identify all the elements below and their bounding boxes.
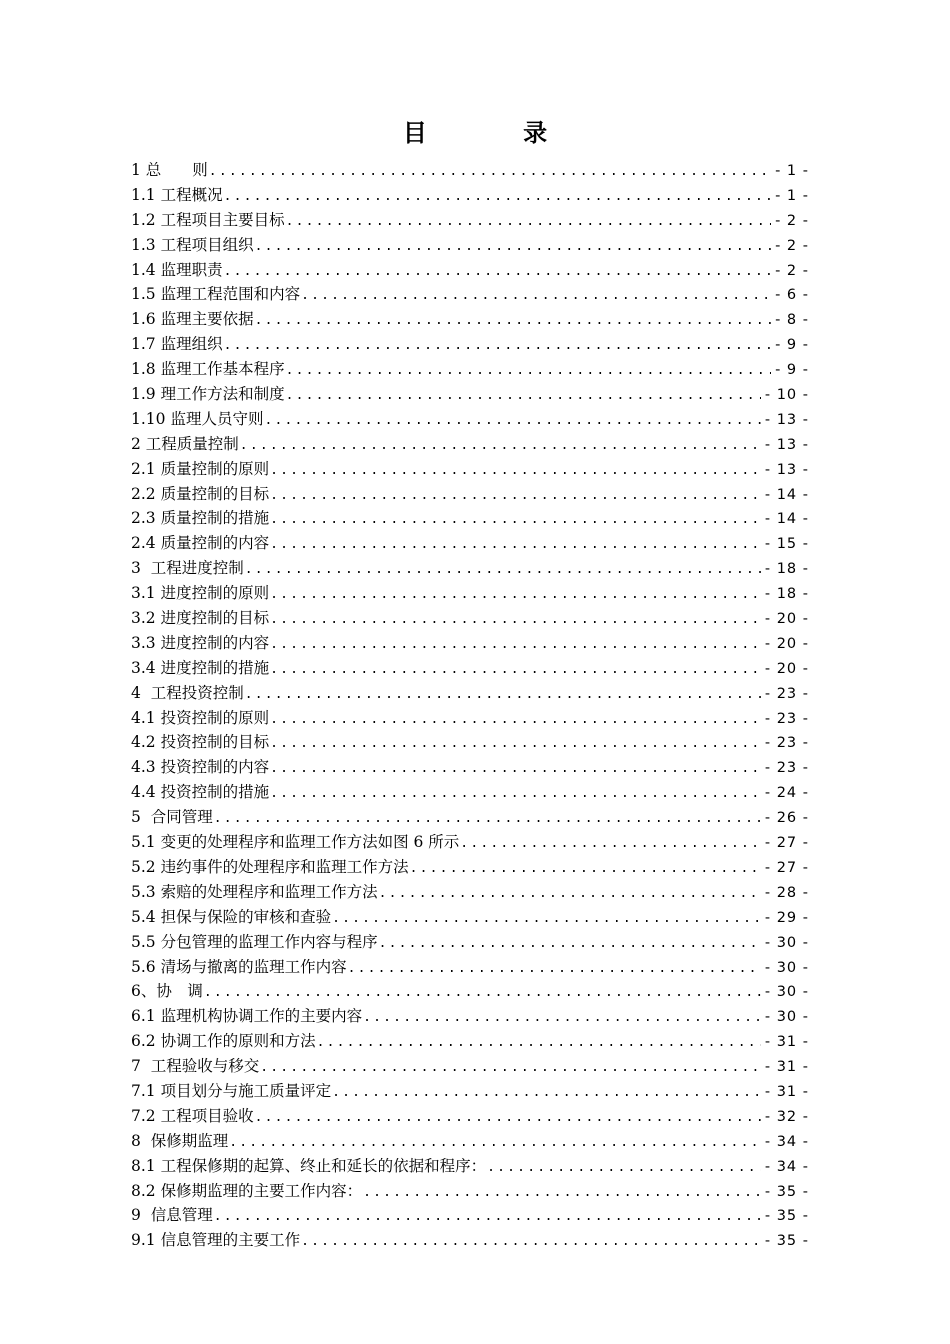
toc-entry-label: 3.1 进度控制的原则 [131,584,270,603]
toc-entry-page-number: - 18 - [764,561,809,578]
toc-entry[interactable] [131,183,809,208]
toc-entry[interactable] [131,1154,809,1179]
toc-entry-label: 3.3 进度控制的内容 [131,633,270,652]
toc-entry-page-number: - 23 - [764,735,809,752]
toc-entry-label: 5.6 清场与撤离的监理工作内容 [131,957,347,976]
toc-entry[interactable] [131,930,809,955]
toc-entry-label: 9 信息管理 [131,1206,213,1225]
toc-entry-page-number: - 30 - [764,934,809,951]
toc-entry[interactable] [131,258,809,283]
toc-entry-page-number: - 35 - [764,1233,809,1250]
toc-entry-page-number: - 6 - [775,287,809,304]
toc-entry-label: 5.1 变更的处理程序和监理工作方法如图 6 所示 [131,833,460,852]
toc-dot-leader [269,533,761,556]
toc-entry-page-number: - 2 - [775,262,809,279]
toc-entry-page-number: - 35 - [764,1183,809,1200]
toc-dot-leader [300,284,771,307]
toc-entry-page-number: - 14 - [764,511,809,528]
toc-entry[interactable] [131,681,809,706]
toc-entry-page-number: - 31 - [764,1034,809,1051]
toc-entry-label: 3.4 进度控制的措施 [131,658,270,677]
toc-dot-leader [244,558,761,581]
toc-entry-page-number: - 30 - [764,984,809,1001]
toc-dot-leader [223,334,772,357]
toc-dot-leader [378,932,761,955]
toc-entry-label: 7 工程验收与移交 [131,1057,260,1076]
toc-entry-label: 4.1 投资控制的原则 [131,708,270,727]
toc-entry-label: 5.5 分包管理的监理工作内容与程序 [131,932,378,951]
toc-entry[interactable] [131,730,809,755]
toc-entry-page-number: - 31 - [764,1059,809,1076]
toc-entry[interactable] [131,780,809,805]
toc-entry[interactable] [131,1054,809,1079]
toc-entry[interactable] [131,531,809,556]
toc-entry-label: 8.2 保修期监理的主要工作内容： [131,1181,363,1200]
toc-entry[interactable] [131,457,809,482]
toc-entry-page-number: - 23 - [764,685,809,702]
toc-dot-leader [223,260,772,283]
toc-entry-page-number: - 9 - [775,362,809,379]
toc-dot-leader [213,807,761,830]
toc-entry[interactable] [131,482,809,507]
toc-entry-label: 5.3 索赔的处理程序和监理工作方法 [131,882,378,901]
toc-entry-label: 7.2 工程项目验收 [131,1106,254,1125]
toc-dot-leader [269,508,761,531]
toc-dot-leader [409,857,761,880]
toc-dot-leader [331,907,761,930]
toc-entry-page-number: - 1 - [775,163,809,179]
toc-dot-leader [269,583,761,606]
toc-entry-label: 4.3 投资控制的内容 [131,758,270,777]
toc-dot-leader [269,732,761,755]
toc-dot-leader [269,633,761,656]
toc-dot-leader [244,683,761,706]
toc-entry-label: 6.1 监理机构协调工作的主要内容 [131,1007,363,1026]
toc-entry[interactable] [131,955,809,980]
toc-dot-leader [331,1081,761,1104]
toc-dot-leader [300,1230,761,1253]
toc-entry-label: 2.2 质量控制的目标 [131,484,270,503]
toc-entry[interactable] [131,905,809,930]
toc-dot-leader [269,484,761,507]
toc-entry-page-number: - 20 - [764,660,809,677]
toc-dot-leader [208,160,771,183]
toc-entry-label: 4.4 投资控制的措施 [131,783,270,802]
toc-entry[interactable] [131,1129,809,1154]
toc-dot-leader [223,185,772,208]
toc-entry-label: 5.2 违约事件的处理程序和监理工作方法 [131,857,409,876]
toc-entry[interactable] [131,1029,809,1054]
toc-entry-page-number: - 30 - [764,1009,809,1026]
toc-entry-page-number: - 24 - [764,785,809,802]
toc-dot-leader [259,1056,761,1079]
toc-dot-leader [285,210,772,233]
toc-entry-page-number: - 26 - [764,810,809,827]
toc-dot-leader [285,384,761,407]
toc-entry-label: 1.1 工程概况 [131,185,223,204]
toc-entry-label: 6.2 协调工作的原则和方法 [131,1032,316,1051]
toc-dot-leader [239,434,761,457]
toc-entry-label: 7.1 项目划分与施工质量评定 [131,1081,332,1100]
toc-entry[interactable] [131,1203,809,1228]
table-of-contents [131,158,809,1253]
toc-entry[interactable] [131,880,809,905]
toc-entry-page-number: - 30 - [764,959,809,976]
toc-entry-label: 2 工程质量控制 [131,434,239,453]
toc-entry-label: 1.4 监理职责 [131,260,223,279]
toc-dot-leader [213,1205,761,1228]
toc-entry-page-number: - 31 - [764,1083,809,1100]
toc-entry-page-number: - 1 - [775,187,809,204]
toc-entry[interactable] [131,1228,809,1253]
toc-entry-label: 1.8 监理工作基本程序 [131,360,285,379]
toc-dot-leader [254,309,772,332]
toc-entry-label: 1.2 工程项目主要目标 [131,210,285,229]
toc-dot-leader [459,832,761,855]
toc-entry-label: 8 保修期监理 [131,1131,229,1150]
toc-entry-label: 2.1 质量控制的原则 [131,459,270,478]
toc-entry-label: 5 合同管理 [131,808,213,827]
toc-entry-page-number: - 2 - [775,212,809,229]
toc-entry[interactable] [131,656,809,681]
toc-entry[interactable] [131,805,809,830]
toc-entry-page-number: - 10 - [764,387,809,404]
toc-dot-leader [228,1131,761,1154]
toc-entry[interactable] [131,1179,809,1204]
toc-entry[interactable] [131,158,809,183]
toc-entry-page-number: - 23 - [764,760,809,777]
toc-entry-label: 5.4 担保与保险的审核和查验 [131,907,332,926]
toc-dot-leader [269,658,761,681]
toc-entry-page-number: - 32 - [764,1108,809,1125]
toc-dot-leader [269,708,761,731]
toc-entry-label: 9.1 信息管理的主要工作 [131,1231,301,1250]
toc-entry-page-number: - 27 - [764,859,809,876]
toc-entry[interactable] [131,581,809,606]
toc-dot-leader [378,882,761,905]
toc-entry[interactable] [131,1104,809,1129]
toc-entry-page-number: - 13 - [764,461,809,478]
toc-entry-page-number: - 14 - [764,486,809,503]
toc-entry-label: 1.3 工程项目组织 [131,235,254,254]
toc-dot-leader [254,235,772,258]
toc-dot-leader [269,757,761,780]
toc-dot-leader [486,1156,761,1179]
toc-entry-label: 1.7 监理组织 [131,335,223,354]
toc-entry[interactable] [131,432,809,457]
toc-dot-leader [254,1106,761,1129]
toc-entry[interactable] [131,307,809,332]
toc-entry-page-number: - 2 - [775,237,809,254]
toc-entry-page-number: - 20 - [764,635,809,652]
toc-dot-leader [316,1031,761,1054]
toc-entry-label: 1.10 监理人员守则 [131,409,264,428]
toc-entry-page-number: - 28 - [764,884,809,901]
toc-entry[interactable] [131,233,809,258]
toc-entry[interactable] [131,755,809,780]
toc-dot-leader [362,1181,761,1204]
toc-entry[interactable] [131,606,809,631]
toc-dot-leader [203,981,761,1004]
toc-entry[interactable] [131,332,809,357]
toc-dot-leader [362,1006,761,1029]
toc-entry[interactable] [131,506,809,531]
toc-entry-label: 1.9 理工作方法和制度 [131,385,285,404]
toc-dot-leader [285,359,772,382]
page-title: 目 录 [402,118,592,147]
toc-dot-leader [347,957,761,980]
toc-entry[interactable] [131,706,809,731]
toc-entry-label: 2.3 质量控制的措施 [131,509,270,528]
toc-entry-label: 1.5 监理工程范围和内容 [131,285,301,304]
toc-entry-label: 1.6 监理主要依据 [131,310,254,329]
toc-entry-page-number: - 35 - [764,1208,809,1225]
toc-entry-label: 3.2 进度控制的目标 [131,609,270,628]
toc-entry[interactable] [131,556,809,581]
toc-entry-label: 4.2 投资控制的目标 [131,733,270,752]
toc-entry-label: 1 总 则 [131,161,208,179]
toc-entry[interactable] [131,979,809,1004]
toc-entry-page-number: - 9 - [775,337,809,354]
toc-entry[interactable] [131,382,809,407]
toc-entry-page-number: - 29 - [764,909,809,926]
toc-entry[interactable] [131,208,809,233]
toc-dot-leader [263,409,760,432]
toc-entry-page-number: - 27 - [764,835,809,852]
toc-entry[interactable] [131,631,809,656]
toc-entry[interactable] [131,282,809,307]
toc-entry-page-number: - 13 - [764,411,809,428]
toc-dot-leader [269,782,761,805]
toc-entry[interactable] [131,830,809,855]
toc-dot-leader [269,608,761,631]
toc-entry-page-number: - 18 - [764,586,809,603]
toc-dot-leader [269,459,761,482]
toc-entry-page-number: - 13 - [764,436,809,453]
toc-entry[interactable] [131,357,809,382]
toc-entry-page-number: - 8 - [775,312,809,329]
toc-entry-page-number: - 20 - [764,611,809,628]
toc-entry[interactable] [131,1079,809,1104]
toc-entry-page-number: - 34 - [764,1158,809,1175]
toc-entry-page-number: - 15 - [764,536,809,553]
toc-entry-label: 8.1 工程保修期的起算、终止和延长的依据和程序： [131,1156,487,1175]
toc-entry-page-number: - 34 - [764,1133,809,1150]
toc-entry[interactable] [131,855,809,880]
toc-entry[interactable] [131,407,809,432]
toc-entry-page-number: - 23 - [764,710,809,727]
toc-entry-label: 3 工程进度控制 [131,559,244,578]
toc-entry[interactable] [131,1004,809,1029]
toc-entry-label: 2.4 质量控制的内容 [131,534,270,553]
toc-entry-label: 4 工程投资控制 [131,683,244,702]
toc-entry-label: 6、协 调 [131,982,203,1001]
